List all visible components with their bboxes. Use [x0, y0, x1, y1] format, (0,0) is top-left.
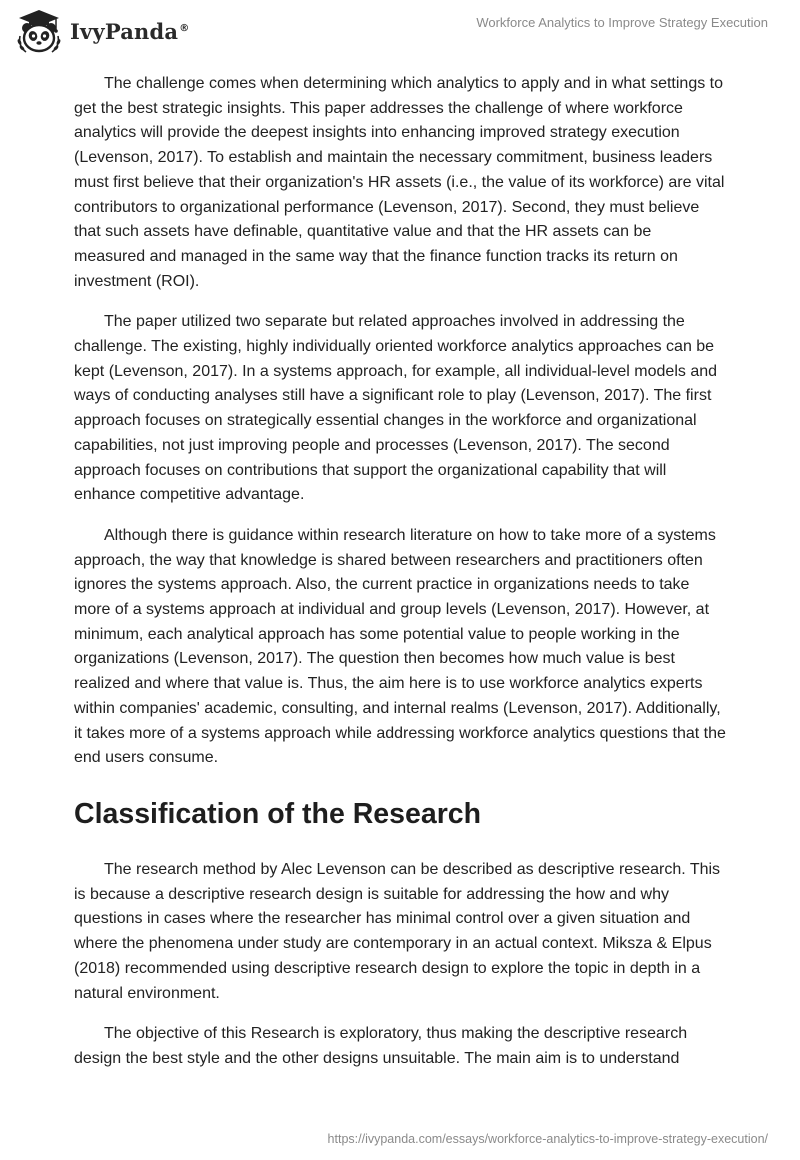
paragraph: The research method by Alec Levenson can be described as descriptive research. This is because a descriptive research design is suitable for addressing the how and why questions in cases where the researcher has minimal control over a given situation and where the phenomena under study are contemporary in an actual context. Miksza & Elpus (2018) recommended using descriptive research design to explore the topic in depth in a natural environment.: [74, 860, 721, 1002]
essay-body: [74, 72, 726, 1088]
source-url[interactable]: https://ivypanda.com/essays/workforce-analytics-to-improve-strategy-execution/: [327, 1132, 768, 1146]
running-title: Workforce Analytics to Improve Strategy Execution: [476, 15, 768, 30]
section-heading: Classification of the Research: [74, 797, 482, 830]
logo-text: IvyPanda®: [70, 18, 190, 44]
panda-graduate-icon: [14, 6, 64, 56]
paragraph: The challenge comes when determining which analytics to apply and in what settings to get the best strategic insights. This paper addresses the challenge of where workforce analytics will provide the deepest insights into enhancing improved strategy execution (Levenson, 2017). To establish and maintain the necessary commitment, business leaders must first believe that their organization's HR assets (i.e., the value of its workforce) are vital contributors to organizational performance (Levenson, 2017). Second, they must believe that such assets have definable, quantitative value and that the HR assets can be measured and managed in the same way that the finance function tracks its return on investment (ROI).: [74, 75, 725, 290]
paragraph: The objective of this Research is exploratory, thus making the descriptive research design the best style and the other designs unsuitable. The main aim is to understand: [74, 1025, 688, 1067]
paragraph: The paper utilized two separate but related approaches involved in addressing the challenge. The existing, highly individually oriented workforce analytics approaches can be kept (Levenson, 2017). In a systems approach, for example, all individual-level models and ways of conducting analyses still have a significant role to play (Levenson, 2017). The first approach focuses on strategically essential changes in the workforce and organizational capabilities, not just improving people and processes (Levenson, 2017). The second approach focuses on contributions that support the organizational capability that will enhance competitive advantage.: [74, 313, 718, 504]
registered-mark: ®: [179, 22, 190, 34]
paragraph: Although there is guidance within research literature on how to take more of a systems approach, the way that knowledge is shared between researchers and practitioners often ignores the systems approach. Also, the current practice in organizations needs to take more of a systems approach at individual and group levels (Levenson, 2017). However, at minimum, each analytical approach has some potential value to people working in the organizations (Levenson, 2017). The question then becomes how much value is best realized and where that value is. Thus, the aim here is to use workforce analytics experts within companies' academic, consulting, and internal realms (Levenson, 2017). Additionally, it takes more of a systems approach while addressing workforce analytics questions that the end users consume.: [74, 526, 726, 767]
logo[interactable]: [14, 6, 189, 56]
page-header: [0, 0, 800, 70]
